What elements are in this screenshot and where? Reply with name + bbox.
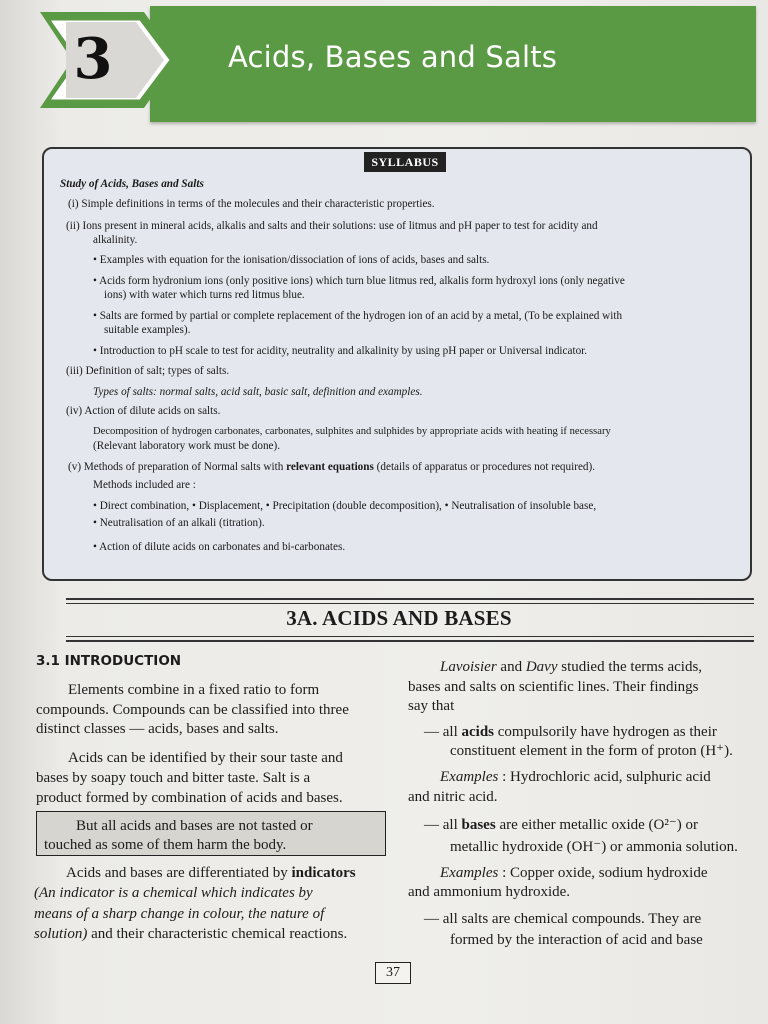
body-line: But all acids and bases are not tasted or xyxy=(76,818,313,834)
body-line: and nitric acid. xyxy=(408,789,498,805)
body-line: — all acids compulsorily have hydrogen as their xyxy=(424,724,717,740)
syllabus-heading: Study of Acids, Bases and Salts xyxy=(60,178,204,190)
body-line: — all salts are chemical compounds. They are xyxy=(424,911,702,927)
section-rule-bottom-thin xyxy=(66,636,754,637)
syllabus-line: ions) with water which turns red litmus blue. xyxy=(104,289,305,301)
section-rule-top-thin xyxy=(66,603,754,604)
body-line: Acids and bases are differentiated by indicators xyxy=(66,865,356,881)
syllabus-line: alkalinity. xyxy=(93,234,138,246)
intro-heading: 3.1 INTRODUCTION xyxy=(36,653,182,669)
syllabus-line: (ii) Ions present in mineral acids, alkalis and salts and their solutions: use of litmus and pH paper to test for acidity and xyxy=(66,220,598,232)
body-line: bases and salts on scientific lines. Their findings xyxy=(408,679,699,695)
syllabus-line: suitable examples). xyxy=(104,324,191,336)
syllabus-line: (iv) Action of dilute acids on salts. xyxy=(66,405,221,417)
body-line: product formed by combination of acids and bases. xyxy=(36,790,343,806)
syllabus-line: • Examples with equation for the ionisation/dissociation of ions of acids, bases and salts. xyxy=(93,254,490,266)
body-line: Examples : Copper oxide, sodium hydroxide xyxy=(440,865,708,881)
syllabus-line: • Neutralisation of an alkali (titration). xyxy=(93,517,265,529)
body-line: bases by soapy touch and bitter taste. Salt is a xyxy=(36,770,311,786)
section-rule-top xyxy=(66,598,754,600)
syllabus-line: • Salts are formed by partial or complete replacement of the hydrogen ion of an acid by a metal, (To be explained with xyxy=(93,310,623,322)
syllabus-line: (i) Simple definitions in terms of the molecules and their characteristic properties. xyxy=(68,198,435,210)
chapter-title: Acids, Bases and Salts xyxy=(228,40,558,74)
body-line: (An indicator is a chemical which indicates by xyxy=(34,885,313,901)
body-line: Acids can be identified by their sour taste and xyxy=(68,750,343,766)
body-line: compounds. Compounds can be classified into three xyxy=(36,702,349,718)
syllabus-line: • Introduction to pH scale to test for acidity, neutrality and alkalinity by using pH paper or Universal indicator. xyxy=(93,345,588,357)
body-line: — all bases are either metallic oxide (O²⁻) or xyxy=(424,817,699,833)
page-number: 37 xyxy=(375,962,411,984)
body-line: Examples : Hydrochloric acid, sulphuric acid xyxy=(440,769,711,785)
syllabus-line: (v) Methods of preparation of Normal salts with relevant equations (details of apparatus or procedures not required). xyxy=(68,461,596,473)
body-line: metallic hydroxide (OH⁻) or ammonia solution. xyxy=(450,839,738,855)
syllabus-line: Types of salts: normal salts, acid salt, basic salt, definition and examples. xyxy=(93,386,423,398)
syllabus-line: (Relevant laboratory work must be done). xyxy=(93,440,281,452)
syllabus-badge: SYLLABUS xyxy=(364,152,446,172)
section-heading: 3A. ACIDS AND BASES xyxy=(286,606,512,630)
body-line: and ammonium hydroxide. xyxy=(408,884,571,900)
body-line: constituent element in the form of proton (H⁺). xyxy=(450,743,733,759)
body-line: Elements combine in a fixed ratio to form xyxy=(68,682,320,698)
body-line: means of a sharp change in colour, the nature of xyxy=(34,906,325,922)
chapter-number: 3 xyxy=(73,26,113,92)
body-line: formed by the interaction of acid and base xyxy=(450,932,703,948)
syllabus-line: • Action of dilute acids on carbonates and bi-carbonates. xyxy=(93,541,346,553)
body-line: solution) and their characteristic chemical reactions. xyxy=(34,926,348,942)
section-rule-bottom xyxy=(66,640,754,642)
body-line: Lavoisier and Davy studied the terms acids, xyxy=(440,659,703,675)
body-line: say that xyxy=(408,698,455,714)
syllabus-line: Methods included are : xyxy=(93,479,196,491)
syllabus-line: • Acids form hydronium ions (only positive ions) which turn blue litmus red, alkalis form hydroxyl ions (only negative xyxy=(93,275,625,287)
syllabus-line: (iii) Definition of salt; types of salts. xyxy=(66,365,230,377)
body-line: touched as some of them harm the body. xyxy=(44,837,287,853)
syllabus-line: Decomposition of hydrogen carbonates, carbonates, sulphites and sulphides by appropriate acids with heating if necessary xyxy=(93,426,611,437)
body-line: distinct classes — acids, bases and salts. xyxy=(36,721,279,737)
syllabus-line: • Direct combination, • Displacement, • Precipitation (double decomposition), • Neutralisation of insoluble base, xyxy=(93,500,597,512)
